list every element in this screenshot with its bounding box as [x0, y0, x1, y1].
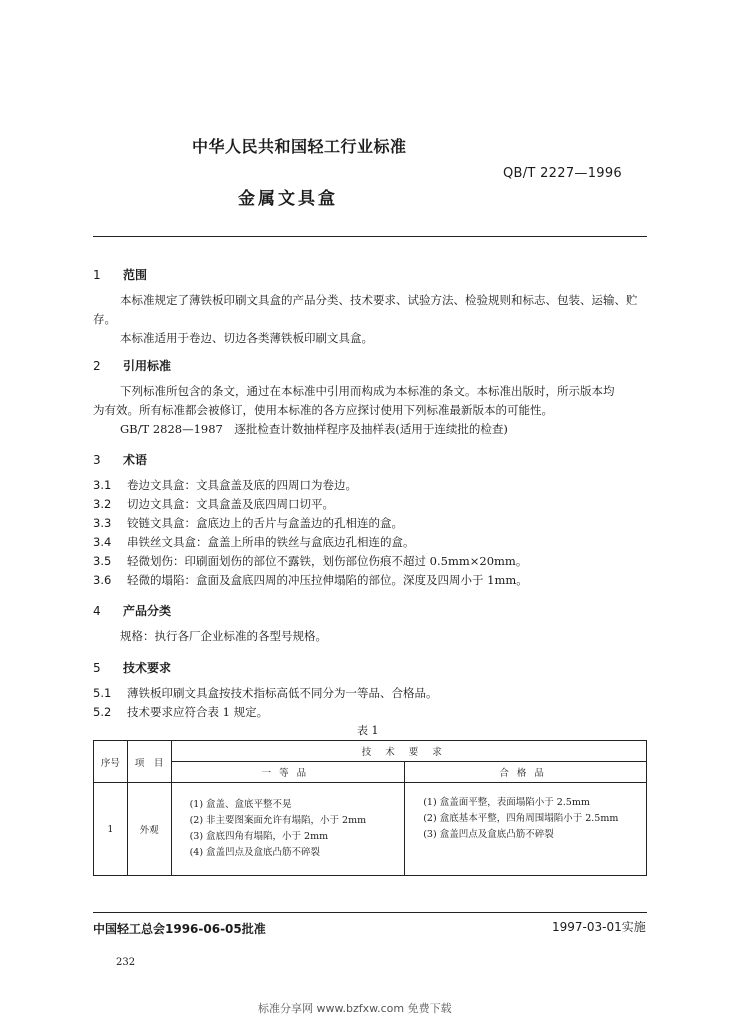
requirement-item	[93, 685, 438, 701]
clause-number: 3.4	[93, 535, 112, 549]
section-2-paragraph-1: 下列标准所包含的条文，通过在本标准中引用而构成为本标准的条文。本标准出版时，所示版本均	[120, 384, 615, 398]
list-item: (4) 盒盖凹点及盒底凸筋不碎裂	[189, 847, 321, 858]
issuing-body-title: 中华人民共和国轻工行业标准	[192, 137, 407, 156]
section-1-paragraph-2: 本标准适用于卷边、切边各类薄铁板印刷文具盒。	[120, 331, 373, 345]
section-2-paragraph-1-cont: 为有效。所有标准都会被修订，使用本标准的各方应探讨使用下列标准最新版本的可能性。	[93, 403, 553, 417]
document-title: 金属文具盒	[238, 189, 338, 209]
clause-text: 卷边文具盒：文具盒盖及底的四周口为卷边。	[127, 478, 357, 492]
clause-text: 薄铁板印刷文具盒按技术指标高低不同分为一等品、合格品。	[127, 686, 438, 700]
list-item: (3) 盒底四角有塌陷，小于 2mm	[189, 831, 329, 842]
list-item: (1) 盒盖面平整，表面塌陷小于 2.5mm	[423, 797, 590, 808]
clause-number: 5.1	[93, 686, 112, 700]
requirements-table	[93, 740, 647, 876]
clause-number: 3.1	[93, 478, 112, 492]
list-item: (2) 盒底基本平整，四角周围塌陷小于 2.5mm	[423, 813, 619, 824]
term-item	[93, 553, 527, 569]
section-title: 引用标准	[123, 359, 172, 373]
section-1-paragraph-1: 本标准规定了薄铁板印刷文具盒的产品分类、技术要求、试验方法、检验规则和标志、包装、运输、贮	[120, 293, 638, 307]
clause-number: 5.2	[93, 705, 112, 719]
section-title: 范围	[123, 268, 148, 282]
cell-first-grade	[171, 783, 405, 876]
watermark-link[interactable]: 标准分享网 www.bzfxw.com 免费下载	[258, 1002, 452, 1015]
clause-text: 技术要求应符合表 1 规定。	[127, 705, 269, 719]
list-item: (2) 非主要图案面允许有塌陷，小于 2mm	[189, 815, 367, 826]
list-item: (3) 盒盖凹点及盒底凸筋不碎裂	[423, 829, 554, 840]
clause-number: 3.6	[93, 573, 112, 587]
term-item	[93, 572, 528, 588]
section-title: 产品分类	[123, 604, 172, 618]
term-item	[93, 496, 334, 512]
section-3-heading	[93, 451, 147, 468]
term-item	[93, 534, 415, 550]
clause-text: 切边文具盒：文具盒盖及底四周口切平。	[127, 497, 334, 511]
table-row	[94, 783, 647, 876]
section-number: 1	[93, 268, 101, 282]
section-title: 术语	[123, 453, 148, 467]
clause-text: 轻微划伤：印刷面划伤的部位不露铁，划伤部位伤痕不超过 0.5mm×20mm。	[127, 554, 528, 568]
section-title: 技术要求	[123, 661, 172, 675]
header-seq: 序号	[94, 741, 128, 783]
list-item: (1) 盒盖、盒底平整不晃	[189, 799, 292, 810]
header-rule	[93, 236, 647, 237]
header-first-grade: 一等品	[171, 762, 405, 783]
table-caption: 表 1	[357, 724, 379, 737]
table-header-row	[94, 741, 647, 762]
clause-text: 铰链文具盒：盒底边上的舌片与盒盖边的孔相连的盒。	[127, 516, 403, 530]
clause-number: 3.3	[93, 516, 112, 530]
section-5-heading	[93, 659, 171, 676]
section-1-paragraph-1-cont: 存。	[93, 312, 116, 326]
requirement-item	[93, 704, 268, 720]
clause-text: 串铁丝文具盒：盒盖上所串的铁丝与盒底边孔相连的盒。	[127, 535, 415, 549]
table-subheader-row	[94, 762, 647, 783]
section-number: 5	[93, 661, 101, 675]
section-4-paragraph: 规格：执行各厂企业标准的各型号规格。	[120, 629, 327, 643]
normative-reference: GB/T 2828—1987 逐批检查计数抽样程序及抽样表(适用于连续批的检查)	[120, 422, 508, 436]
term-item	[93, 477, 357, 493]
header-item: 项 目	[127, 741, 171, 783]
section-number: 3	[93, 453, 101, 467]
header-technical-requirements: 技术要求	[171, 741, 646, 762]
header-qualified-grade: 合格品	[405, 762, 647, 783]
cell-item: 外观	[127, 783, 171, 876]
cell-seq: 1	[94, 783, 128, 876]
standard-code: QB/T 2227—1996	[503, 166, 622, 181]
approval-line: 中国轻工总会1996-06-05批准	[93, 922, 266, 936]
section-number: 4	[93, 604, 101, 618]
clause-number: 3.5	[93, 554, 112, 568]
section-1-heading	[93, 266, 147, 283]
cell-qualified-grade	[405, 783, 647, 876]
section-2-heading	[93, 357, 171, 374]
clause-text: 轻微的塌陷：盒面及盒底四周的冲压拉伸塌陷的部位。深度及四周小于 1mm。	[127, 573, 528, 587]
term-item	[93, 515, 403, 531]
section-number: 2	[93, 359, 101, 373]
footer-rule	[93, 912, 647, 913]
page-number: 232	[116, 957, 136, 968]
section-4-heading	[93, 602, 171, 619]
clause-number: 3.2	[93, 497, 112, 511]
effective-date: 1997-03-01实施	[552, 920, 646, 934]
